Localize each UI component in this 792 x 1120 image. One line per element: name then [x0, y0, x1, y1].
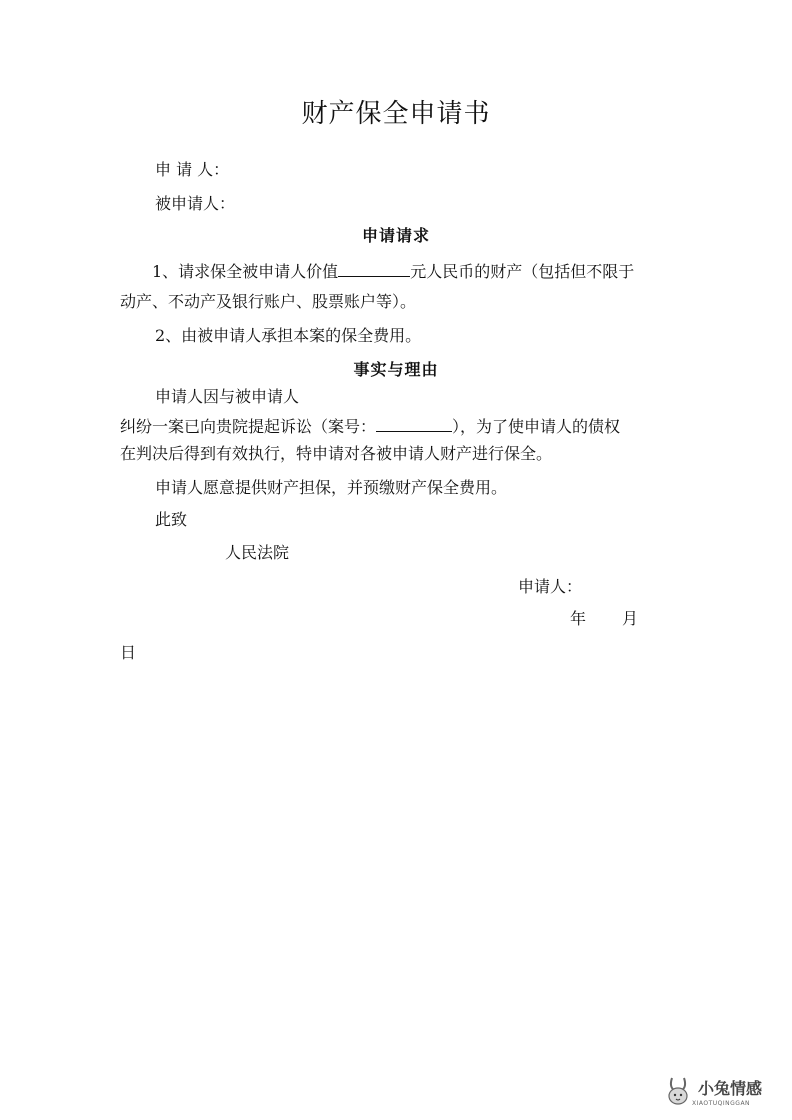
facts-2-text-a: 纠纷一案已向贵院提起诉讼（案号：: [120, 417, 377, 436]
request-item-1-line-1: [152, 260, 634, 282]
request-item-1-line-2: 动产、不动产及银行账户、股票账户等）。: [120, 292, 417, 311]
date-month: 月: [622, 609, 639, 628]
request-1-text-a: 1、请求保全被申请人价值: [152, 262, 339, 281]
applicant-label: 申 请 人：: [155, 160, 230, 179]
watermark-brand: 小兔情感: [698, 1079, 763, 1098]
facts-2-text-b: ），为了使申请人的债权: [452, 417, 621, 436]
watermark: [662, 1074, 782, 1114]
date-year: 年: [570, 609, 587, 628]
document-title: 财产保全申请书: [301, 99, 491, 129]
facts-line-3: 在判决后得到有效执行，特申请对各被申请人财产进行保全。: [120, 444, 553, 463]
section-heading-facts: 事实与理由: [353, 360, 439, 379]
request-item-2: 2、由被申请人承担本案的保全费用。: [155, 326, 422, 345]
request-1-text-b: 元人民币的财产（包括但不限于: [410, 262, 635, 281]
amount-blank: [338, 260, 410, 277]
facts-line-4: 申请人愿意提供财产担保，并预缴财产保全费用。: [155, 478, 508, 497]
closing-salutation: 此致: [155, 510, 188, 529]
facts-line-1: 申请人因与被申请人: [155, 387, 300, 406]
respondent-label: 被申请人：: [155, 194, 236, 213]
section-heading-request: 申请请求: [361, 226, 430, 245]
court-name: 人民法院: [225, 543, 290, 562]
date-day: 日: [120, 643, 137, 662]
signature-applicant: 申请人：: [518, 577, 583, 596]
rabbit-logo-icon: [662, 1074, 696, 1110]
facts-line-2: [120, 415, 620, 437]
case-number-blank: [376, 415, 452, 432]
watermark-subtext: XIAOTUQINGGAN: [692, 1100, 751, 1107]
